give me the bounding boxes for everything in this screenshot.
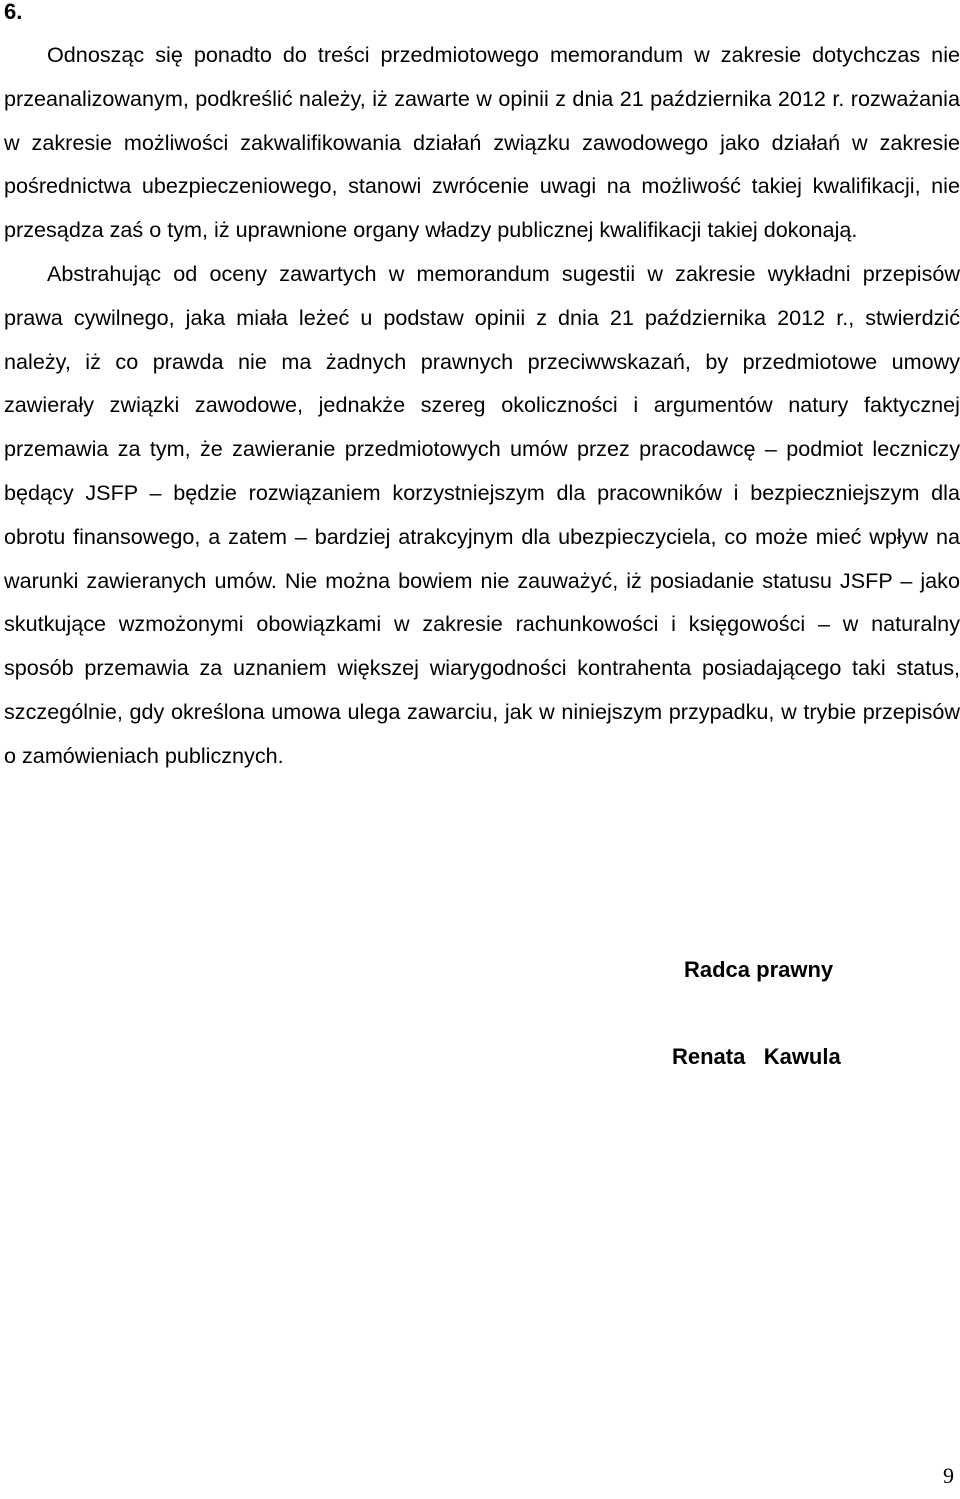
paragraph-civil-law-text: Abstrahując od oceny zawartych w memorandum sugestii w zakresie wykładni przepisów prawa cywilnego, jaka miała leżeć u podstaw opinii z dnia 21 października 2012 r., stwierdzić należy, iż co prawda nie ma żadnych prawnych przeciwwskazań, by przedmiotowe umowy zawierały związki zawodowe, jednakże szereg okoliczności i argumentów natury faktycznej przemawia za tym, że zawieranie przedmiotowych umów przez pracodawcę – podmiot leczniczy będący JSFP – będzie rozwiązaniem korzystniejszym dla pracowników i bezpieczniejszym dla obrotu finansowego, a zatem – bardziej atrakcyjnym dla ubezpieczyciela, co może mieć wpływ na warunki zawieranych umów. [4, 260, 960, 593]
paragraph-jsfp-status-text: Nie można bowiem nie zauważyć, iż posiadanie statusu JSFP – jako skutkujące wzmożonymi obowiązkami w zakresie rachunkowości i księgowości – w naturalny sposób przemawia za uznaniem większej wiarygodności kontrahenta posiadającego taki status, szczególnie, gdy określona umowa ulega zawarciu, jak w niniejszym przypadku, w trybie przepisów o zamówieniach publicznych. [4, 567, 960, 768]
paragraph-memorandum-scope: Odnosząc się ponadto do treści przedmiotowego memorandum w zakresie dotychczas nie przeanalizowanym, podkreślić należy, iż zawarte w opinii z dnia 21 października 2012 r. rozważania w zakresie możliwości zakwalifikowania działań związku zawodowego jako działań w zakresie pośrednictwa ubezpieczeniowego, stanowi zwrócenie uwagi na możliwość takiej kwalifikacji, nie przesądza zaś o tym, iż uprawnione organy władzy publicznej kwalifikacji takiej dokonają. [4, 42, 960, 243]
paragraph-civil-law-interpretation [4, 252, 960, 778]
signature-title: Radca prawny [684, 957, 834, 982]
signature-name: Renata Kawula [672, 1044, 841, 1069]
body-text [4, 33, 960, 778]
page-number: 9 [943, 1463, 954, 1488]
section-number: 6. [4, 0, 23, 24]
